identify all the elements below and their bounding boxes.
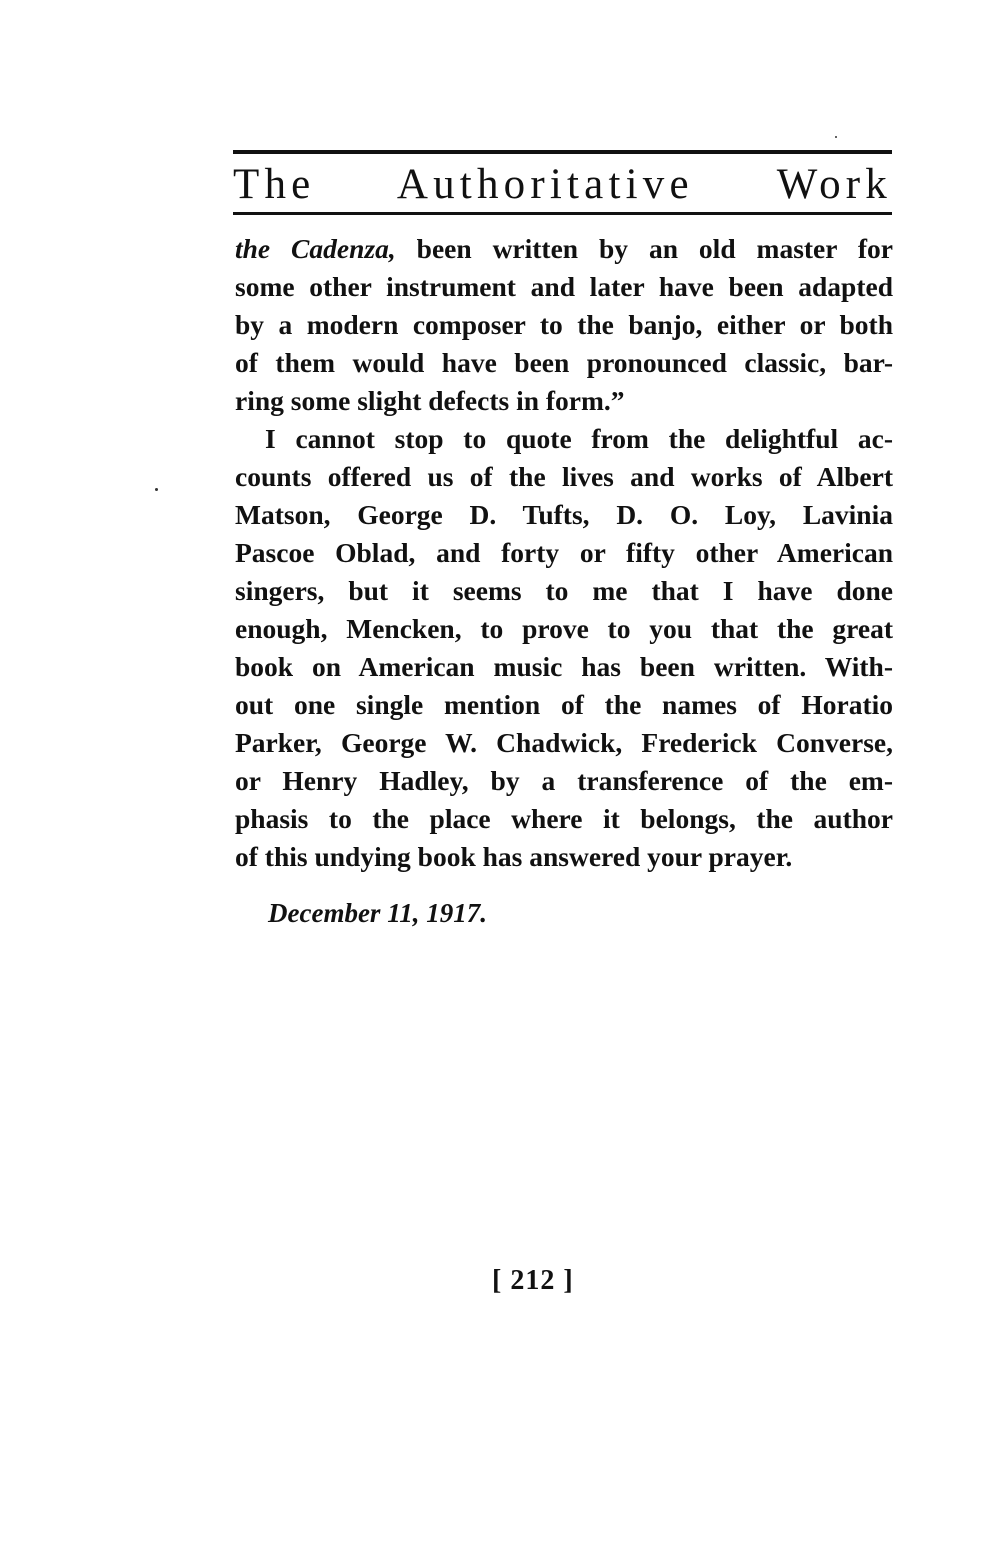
text-line: Matson, George D. Tufts, D. O. Loy, Lavinia xyxy=(235,499,893,530)
page-number: [ 212 ] xyxy=(492,1265,574,1296)
text-line: out one single mention of the names of Horatio xyxy=(235,689,893,720)
paragraph-1 xyxy=(235,230,893,420)
text-line: Pascoe Oblad, and forty or fifty other American xyxy=(235,537,893,568)
text-line: enough, Mencken, to prove to you that the great xyxy=(235,613,893,644)
header-rule-bottom xyxy=(233,212,892,215)
text-line: phasis to the place where it belongs, the author xyxy=(235,803,893,834)
text-line: singers, but it seems to me that I have done xyxy=(235,575,893,606)
text-line: book on American music has been written. With- xyxy=(235,651,893,682)
text-line: ring some slight defects in form.” xyxy=(235,385,625,416)
running-head-text: The Authoritative Work xyxy=(233,161,892,208)
text-line: some other instrument and later have been adapted xyxy=(235,271,893,302)
date-line: December 11, 1917. xyxy=(268,898,487,928)
text-line: or Henry Hadley, by a transference of the em- xyxy=(235,765,893,796)
running-head xyxy=(233,160,892,210)
text-line: of this undying book has answered your prayer. xyxy=(235,841,793,872)
text-line: Parker, George W. Chadwick, Frederick Converse, xyxy=(235,727,893,758)
text-line: of them would have been pronounced classic, bar- xyxy=(235,347,893,378)
header-rule-top xyxy=(233,150,892,154)
scan-speck xyxy=(155,488,158,491)
text-line: I cannot stop to quote from the delightful ac- xyxy=(265,423,893,454)
italic-lead: the Cadenza, xyxy=(235,233,396,264)
paragraph-2 xyxy=(235,420,893,876)
text-line: the Cadenza, been written by an old master for xyxy=(235,233,893,264)
body-text xyxy=(235,230,893,876)
scan-speck xyxy=(835,136,837,138)
text-line: by a modern composer to the banjo, either or both xyxy=(235,309,893,340)
text-line: counts offered us of the lives and works of Albert xyxy=(235,461,893,492)
